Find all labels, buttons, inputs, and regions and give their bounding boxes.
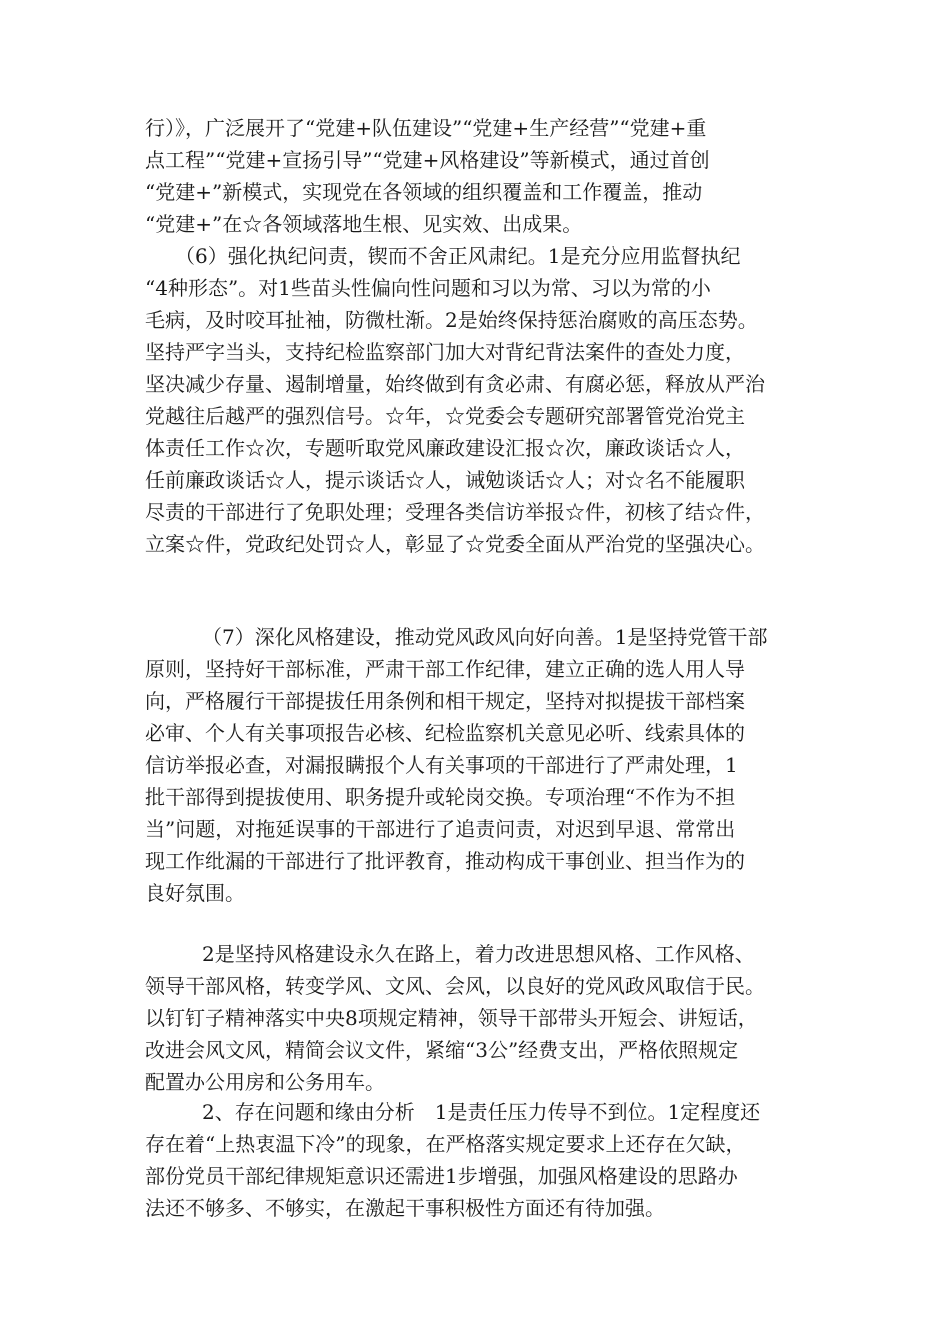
text-line: 党越往后越严的强烈信号。☆年，☆党委会专题研究部署管党治党主 — [145, 404, 745, 428]
text-line: 毛病，及时咬耳扯袖，防微杜渐。2是始终保持惩治腐败的高压态势。 — [145, 308, 758, 332]
text-line: 坚持严字当头，支持纪检监察部门加大对背纪背法案件的查处力度， — [145, 340, 745, 364]
text-line: 行）》，广泛展开了“党建+队伍建设”“党建+生产经营”“党建+重 — [145, 116, 707, 140]
text-line: 批干部得到提拔使用、职务提升或轮岗交换。专项治理“不作为不担 — [145, 785, 736, 809]
text-line: “党建+”新模式，实现党在各领域的组织覆盖和工作覆盖，推动 — [145, 180, 703, 204]
text-line: 点工程”“党建+宣扬引导”“党建+风格建设”等新模式，通过首创 — [145, 148, 710, 172]
text-line: 任前廉政谈话☆人，提示谈话☆人，诫勉谈话☆人；对☆名不能履职 — [145, 468, 745, 492]
text-line: 原则，坚持好干部标准，严肃干部工作纪律，建立正确的选人用人导 — [145, 657, 745, 681]
text-line: 2是坚持风格建设永久在路上，着力改进思想风格、工作风格、 — [202, 942, 755, 966]
text-line: 必审、个人有关事项报告必核、纪检监察机关意见必听、线索具体的 — [145, 721, 745, 745]
text-line: 立案☆件，党政纪处罚☆人，彰显了☆党委全面从严治党的坚强决心。 — [145, 532, 765, 556]
text-line: 坚决减少存量、遏制增量，始终做到有贪必肃、有腐必惩，释放从严治 — [145, 372, 765, 396]
text-line: 法还不够多、不够实，在激起干事积极性方面还有待加强。 — [145, 1196, 665, 1220]
text-line: （7）深化风格建设，推动党风政风向好向善。1是坚持党管干部 — [202, 625, 768, 649]
text-line: 配置办公用房和公务用车。 — [145, 1070, 385, 1094]
text-line: （6）强化执纪问责，锲而不舍正风肃纪。1是充分应用监督执纪 — [175, 244, 741, 268]
text-line: 以钉钉子精神落实中央8项规定精神，领导干部带头开短会、讲短话， — [145, 1006, 758, 1030]
text-line: 体责任工作☆次，专题听取党风廉政建设汇报☆次，廉政谈话☆人， — [145, 436, 745, 460]
text-line: 现工作纰漏的干部进行了批评教育，推动构成干事创业、担当作为的 — [145, 849, 745, 873]
text-line: “党建+”在☆各领域落地生根、见实效、出成果。 — [145, 212, 583, 236]
text-line: 信访举报必查，对漏报瞒报个人有关事项的干部进行了严肃处理，1 — [145, 753, 738, 777]
text-line: 良好氛围。 — [145, 881, 245, 905]
text-line: 存在着“上热衷温下冷”的现象，在严格落实规定要求上还存在欠缺， — [145, 1132, 746, 1156]
text-line: “4种形态”。对1些苗头性偏向性问题和习以为常、习以为常的小 — [145, 276, 711, 300]
text-line: 部份党员干部纪律规矩意识还需进1步增强，加强风格建设的思路办 — [145, 1164, 738, 1188]
text-line: 当”问题，对拖延误事的干部进行了追责问责，对迟到早退、常常出 — [145, 817, 736, 841]
text-line: 改进会风文风，精简会议文件，紧缩“3公”经费支出，严格依照规定 — [145, 1038, 739, 1062]
text-line: 领导干部风格，转变学风、文风、会风，以良好的党风政风取信于民。 — [145, 974, 765, 998]
text-line: 尽责的干部进行了免职处理；受理各类信访举报☆件，初核了结☆件， — [145, 500, 765, 524]
text-line: 向，严格履行干部提拔任用条例和相干规定，坚持对拟提拔干部档案 — [145, 689, 745, 713]
text-line: 2、存在问题和缘由分析 1是责任压力传导不到位。1定程度还 — [202, 1100, 761, 1124]
